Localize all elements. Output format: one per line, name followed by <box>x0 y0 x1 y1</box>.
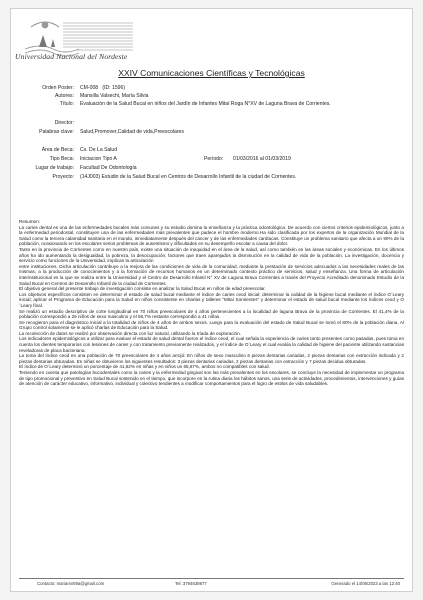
event-title: XXIV Comunicaciones Científicas y Tecnológicas <box>118 68 305 78</box>
keywords-label: Palabras clave: <box>39 129 74 135</box>
title-label: Título: <box>59 101 74 107</box>
area-value: Cs. De La Salud <box>80 147 118 153</box>
abstract-paragraph: El índice de O´Leary determinó un porcentaje de 41,62% en niñas y en niños un 65,67%, ambos no compatibles con salud. <box>19 364 270 370</box>
project-label: Proyecto: <box>52 174 74 180</box>
keywords-value: Salud,Promover,Calidad de vida,Preescolares <box>80 129 184 135</box>
director-label: Director: <box>54 120 74 126</box>
period-label: Período: <box>204 156 224 162</box>
order-code: CM-008 <box>80 85 99 91</box>
abstract-paragraph: La toma del índice ceod en una población de 70 preescolares de 4 años arrojó: En niños de sexo masculino 6 piezas dentarias cariadas, 2 piezas dentarias con extracción indicada y 2 piezas dentarias obturadas. En niñas se obtuvieron los siguientes resultados: 3 piezas dentarias cariadas, 2 piezas dentarias con extracción y 7 piezas decidua obturadas. <box>19 353 404 364</box>
order-label: Orden Poster: <box>42 85 74 91</box>
footer-contact: Contacto: mariamv09a@gmail.com <box>37 581 105 586</box>
footer-divider <box>19 578 404 579</box>
area-label: Área de Beca: <box>41 147 74 153</box>
order-value <box>80 85 380 91</box>
abstract-heading: Resumen: <box>19 219 40 224</box>
period-value: 01/03/2016 al 01/03/2019 <box>233 156 291 162</box>
abstract-page <box>10 8 413 592</box>
abstract-paragraph: entre instituciones. Dicha articulación contribuye a la mejora de las condiciones de vida de la comunidad, mediante la prestación de servicios adecuados a las necesidades reales de las mismas, a la producción de conocimientos y a la formación de recursos humanos en un determinado contexto práctico de servicios, salud y enseñanza. Una forma de articulación interinstitucional es la que se realiza entre la Universidad y el Centro de Desarrollo Infantil N° XV de Laguna Brava Corrientes a través del Proyecto Acreditado denominado Estudio de la Salud Bucal en Centros de Desarrollo Infantil de la ciudad de Corrientes. <box>19 263 404 286</box>
abstract-paragraph: La recolección de datos se realizó por observación directa con luz natural, utilizando la tríada de exploración. <box>19 330 241 336</box>
abstract-paragraph: El objetivo general del presente trabajo de investigación consiste en analizar la Salud Bucal en niños de edad preescolar. <box>19 286 266 292</box>
title-value: Evaluación de la Salud Bucal en niños del Jardín de Infantes Mitaí Roga N°XV de Laguna Brava de Corrientes. <box>80 101 331 107</box>
abstract-paragraph: Teniendo en cuenta que patologías bucodentales como la caries y la enfermedad gingival son las más prevalentes en los escolares, se concluye la necesidad de implementar un programa de tipo promocional y preventivo en Salud Bucal sostenido en el tiempo, que incorpore en la rutina diaria los hábitos sanos, una serie de actividades, procedimientos, intervenciones y guías de atención de carácter educativo, informativo, individual y colectivo tendientes a modificar comportamientos para el logro de estilos de vida saludables. <box>19 370 404 387</box>
authors-value: Mansilla Valsechi, María Silvia <box>80 93 149 99</box>
workplace-value: Facultad De Odontología <box>80 165 137 171</box>
footer-generated: Generado el 14/06/2023 a las 12:40 <box>331 581 400 586</box>
abstract-paragraph: Los indicadores epidemiológicos a utilizar para evaluar el estado de salud dental fueron el índice ceod, el cual señala la experiencia de caries tanto presentes como pasadas, pues toma en cuenta los dientes temporarios con lesiones de caries y con tratamiento previamente realizados, y el índice de O´Leary el cual evalúa la calidad de higiene del paciente utilizando sustancias reveladoras de placa bacteriana. <box>19 336 404 353</box>
footer-phone: Tel: 3794638977 <box>175 581 207 586</box>
institution-name: Universidad Nacional del Nordeste <box>15 52 128 61</box>
abstract-paragraph: Se recogieron para el diagnóstico inicial a la totalidad de niños de 4 años de ambos sexos. Luego para la evaluación del estado de Salud Bucal se tomó el 80% de la población diana. Al Grupo control solamente se le aplicó charlas de Educación para la Salud. <box>19 319 404 331</box>
abstract-paragraph: Tanto en la provincia de Corrientes como en nuestro país, existe una situación de inequidad en el área de la salud, así como también en las áreas sociales y económicas. En los últimos años ha ido aumentando la desigualdad, la pobreza, la desocupación, factores que traen aparejados la disminución en la calidad de vida de la población. La investigación, docencia y servicio como funciones de la Universidad, implican la articulación <box>19 246 404 264</box>
order-id: (ID: 1596) <box>102 85 126 91</box>
abstract-paragraph: La caries dental es una de las enfermedades bucales más comunes y su estudio domina la enseñanza y la práctica odontológica. De acuerdo con ciertos criterios epidemiológicos, junto a la enfermedad periodontal, constituyen una de las enfermedades más prevalentes que padece el hombre moderno.Ha sido clasificada por los expertos de la organización Mundial de la Salud como la tercera calamidad sanitaria en el mundo, inmediatamente después del cáncer y de las enfermedades cardíacas. Constituye un problema sanitario que afecta a un 90% de la población, ocasionando en los escolares serios problemas de ausentismo y dificultades en su desempeño escolar a causa del dolor. <box>19 224 404 247</box>
type-value: Iniciacion Tipo A <box>80 156 117 162</box>
abstract-paragraph: Los objetivos específicos consisten en determinar el estado de salud bucal mediante el índice de caries ceod inicial; determinar la calidad de la higiene bucal mediante el índice O´Leary inicial; aplicar el Programa de Educación para la Salud en niños consistente en charlas y talleres "Mitaí Sonrientes" y determinar el estado de salud bucal mediante los índices ceod y O´Leary final. <box>19 291 404 308</box>
authors-label: Autores: <box>55 93 74 99</box>
workplace-label: Lugar de trabajo: <box>35 165 74 171</box>
project-value: (14J003) Estudio de la Salud Bucal en Centros de Desarrollo Infantil de la ciudad de Corrientes. <box>80 174 297 180</box>
type-label: Tipo Beca: <box>49 156 74 162</box>
abstract-section <box>19 219 404 387</box>
abstract-paragraph: Se realizó un estudio descriptivo de corte longitudinal en 70 niños preescolares de 4 años pertenecientes a la localidad de laguna Brava de la provincia de Corrientes. El 41,4% de la población correspondió a 29 niños de sexo masculino y el 58,7% restante correspondió a 41 niñas. <box>19 308 404 320</box>
